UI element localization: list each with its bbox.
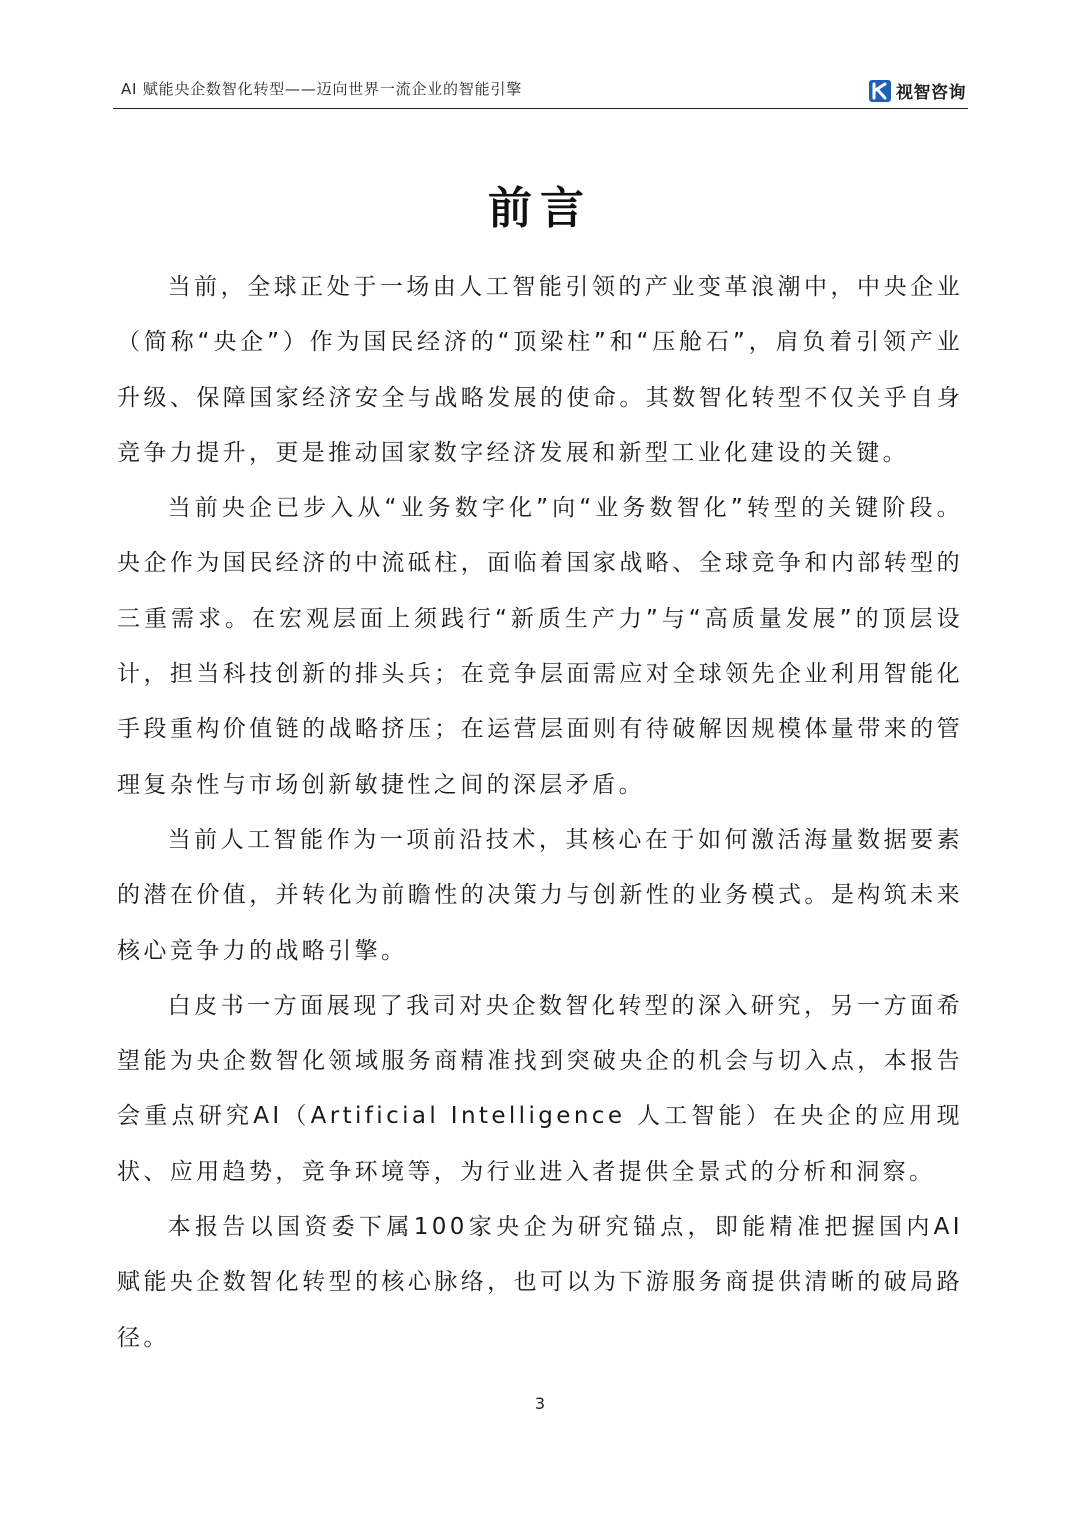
body-text — [117, 260, 963, 1366]
paragraph-4: 白皮书一方面展现了我司对央企数智化转型的深入研究，另一方面希望能为央企数智化领域服务商精准找到突破央企的机会与切入点，本报告会重点研究AI（Artificial Intelligence 人工智能）在央企的应用现状、应用趋势，竞争环境等，为行业进入者提供全景式的分析和洞察。 — [117, 992, 963, 1185]
brand-logo — [868, 78, 966, 103]
paragraph-3: 当前人工智能作为一项前沿技术，其核心在于如何激活海量数据要素的潜在价值，并转化为前瞻性的决策力与创新性的业务模式。是构筑未来核心竞争力的战略引擎。 — [117, 826, 963, 964]
page-header — [113, 74, 968, 109]
paragraph-5: 本报告以国资委下属100家央企为研究锚点，即能精准把握国内AI赋能央企数智化转型的核心脉络，也可以为下游服务商提供清晰的破局路径。 — [117, 1214, 963, 1351]
brand-name: 视智咨询 — [896, 83, 966, 103]
paragraph-2: 当前央企已步入从“业务数字化”向“业务数智化”转型的关键阶段。央企作为国民经济的中流砥柱，面临着国家战略、全球竞争和内部转型的三重需求。在宏观层面上须践行“新质生产力”与“高质量发展”的顶层设计，担当科技创新的排头兵；在竞争层面需应对全球领先企业利用智能化手段重构价值链的战略挤压；在运营层面则有待破解因规模体量带来的管理复杂性与市场创新敏捷性之间的深层矛盾。 — [117, 495, 963, 798]
page-number: 3 — [534, 1394, 546, 1413]
brand-logo-icon — [868, 79, 892, 103]
paragraph-1: 当前，全球正处于一场由人工智能引领的产业变革浪潮中，中央企业（简称“央企”）作为国民经济的“顶梁柱”和“压舱石”，肩负着引领产业升级、保障国家经济安全与战略发展的使命。其数智化转型不仅关乎自身竞争力提升，更是推动国家数字经济发展和新型工业化建设的关键。 — [117, 274, 963, 466]
page-title: 前言 — [488, 183, 592, 234]
header-title: AI 赋能央企数智化转型——迈向世界一流企业的智能引擎 — [121, 80, 523, 98]
